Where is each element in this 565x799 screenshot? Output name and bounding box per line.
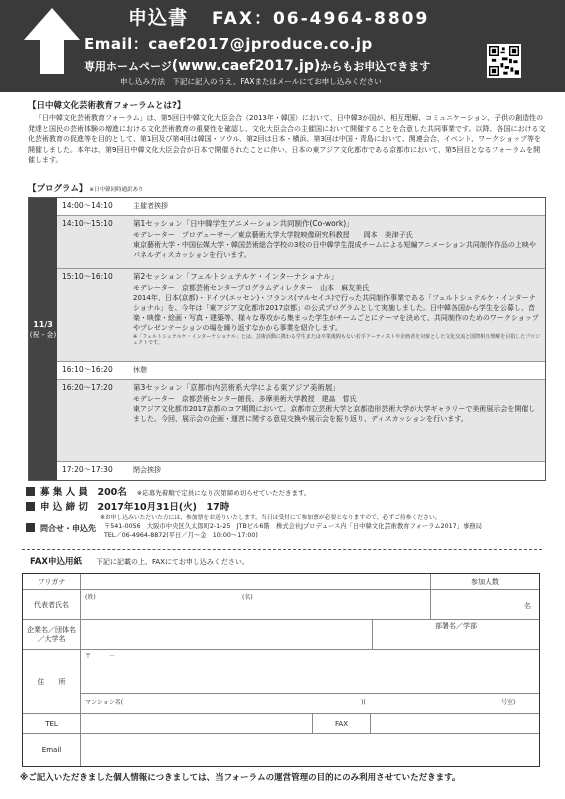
deadline-note: ※お申し込みいただいた方には、参加票をお送りいたします。当日は受付にて参加票が必要となりますので、必ずご持参ください。 xyxy=(100,515,441,521)
table-row: 14:10～15:10 第1セッション「日中韓学生アニメーション共同制作(Co-work)」 モデレーター プロデューサー／東京藝術大学大学院映像研究科教授 岡本 美津子氏 東京藝術大学・中国伝媒大学・韓国芸術総合学校の3校の日中韓学生混成チームによる短編アニメーション共同制作作品の上映やパネルディスカッションを行います。 xyxy=(57,216,545,269)
table-row: 16:20～17:20 第3セッション「京都市内芸術系大学による東アジア美術展」 モデレーター 京都芸術センター館長、多摩美術大学教授 建畠 晢氏 東アジア文化都市2017京都のコア期間において、京都市立芸術大学と京都造形芸術大学が大学ギャラリーで美術展示会を開催しました。今回、展示会の企画・運営に関する意見交換や展示会を振り返り、ディスカッションを行います。 xyxy=(57,380,545,462)
furigana-label: フリガナ xyxy=(23,574,81,590)
given-name-field[interactable]: (名) xyxy=(238,590,431,620)
address-field[interactable]: 〒 － xyxy=(81,650,539,694)
program-table xyxy=(28,197,546,481)
surname-field[interactable]: (姓) xyxy=(81,590,238,620)
program-date: 11/3 (祝・金) xyxy=(29,198,57,480)
participants-label: 参加人数 xyxy=(431,574,539,590)
up-arrow-icon xyxy=(22,6,82,76)
participants-field[interactable]: 名 xyxy=(431,590,539,620)
table-row: 14:00～14:10 主催者挨拶 xyxy=(57,198,545,216)
email-label: Email xyxy=(23,734,81,766)
mansion-field[interactable]: マンション名( )( 号室) xyxy=(81,694,539,714)
furigana-field[interactable] xyxy=(81,574,431,590)
address-label: 住 所 xyxy=(23,650,81,714)
department-label: 部署名／学部 xyxy=(373,620,539,632)
qr-code-icon[interactable] xyxy=(487,44,521,78)
about-body: 「日中韓文化芸術教育フォーラム」は、第5回日中韓文化大臣会合（2013年・韓国）において、日中韓3か国が、相互理解、コミュニケーション、子供の創造性の発達と国民の芸術体験の増進における文化芸術教育の重要性を確認し、文化大臣会合の主催国において開催することを合意した共同事業です。以降、各国における文化芸術教育の促進等を目的として、第1回及び第4回は韓国・ソウル、第2回は日本・横浜、第3回は中国・青島において、関連会合、イベント、ワークショップ等を開催しました。本年は、第9回日中韓文化大臣会合が日本で開催されたことに伴い、日本の東アジア文化都市である京都市において、第5回目となるフォーラムを開催します。 xyxy=(28,114,546,164)
square-bullet-icon xyxy=(26,487,35,496)
square-bullet-icon xyxy=(26,523,35,532)
fax-field[interactable] xyxy=(371,714,539,734)
fax-number: FAX：06-4964-8809 xyxy=(212,9,430,29)
homepage-link[interactable]: (www.caef2017.jp) xyxy=(171,58,321,74)
cut-line xyxy=(22,549,542,550)
header-banner xyxy=(0,0,565,92)
email-address[interactable]: Email：caef2017@jproduce.co.jp xyxy=(84,35,373,53)
contact-details: 〒541-0056 大阪市中央区久太郎町2-1-25 JTBビル6階 株式会社Jプロデュース内「日中韓文化芸術教育フォーラム2017」事務局 TEL／06-4964-8872(平日／月～金 10:00～17:00) xyxy=(104,523,482,540)
contact-line: 問合せ・申込先 xyxy=(26,523,96,535)
department-field[interactable] xyxy=(373,632,539,650)
square-bullet-icon xyxy=(26,502,35,511)
fax-label: FAX xyxy=(313,714,371,734)
table-row: 15:10～16:10 第2セッション「フェルトシュテルケ・インターナショナル」 モデレーター 京都芸術センタープログラムディレクター 山本 麻友美氏 2014年、日本(京都)・ドイツ(エッセン)・フランス(マルセイユ)で行った共同制作事業である「フェルトシュテルケ・インターナショナル」を、今年は「東アジア文化都市2017京都」の公式プログラムとして実施しました。日中韓各国から学生を公募し、音楽・映像・絵画・写真・建築等、様々な専攻から集まった学生がチームごとにテーマを決めて、共同制作のためのワークショップやプレゼンテーションの場を繰り返すなかから事業を紹介します。 ※「フェルトシュテルケ・インターナショナル」とは、芸術活動に携わる学生または卒業後間もない若手アーティストや企画者を対象とした文化交流と国際相互理解を目指したプロジェクトです。 xyxy=(57,269,545,362)
name-label: 代表者氏名 xyxy=(23,590,81,620)
company-label: 企業名／団体名 ／大学名 xyxy=(23,620,81,650)
form-title: 申込書 FAX：06-4964-8809 xyxy=(128,7,430,29)
recruit-line: 募 集 人 員 200名 ※応募先着順で定員になり次第締め切らせていただきます。 xyxy=(26,487,311,500)
email-field[interactable] xyxy=(81,734,539,766)
company-field[interactable] xyxy=(81,620,373,650)
table-row: 16:10～16:20 休憩 xyxy=(57,362,545,380)
homepage-line: 専用ホームページ(www.caef2017.jp)からもお申込できます xyxy=(84,58,431,74)
deadline-line: 申 込 締 切 2017年10月31日(火) 17時 xyxy=(26,502,229,515)
application-method: 申し込み方法 下記に記入のうえ、FAXまたはメールにてお申し込みください xyxy=(120,77,382,86)
fax-application-form xyxy=(22,573,540,767)
fax-form-heading: FAX申込用紙 下記に記載の上、FAXにてお申し込みください。 xyxy=(30,557,249,567)
table-row: 17:20～17:30 閉会挨拶 xyxy=(62,465,161,474)
tel-label: TEL xyxy=(23,714,81,734)
program-heading: 【プログラム】 ※日中韓同時通訳あり xyxy=(28,184,144,194)
privacy-notice: ※ご記入いただきました個人情報につきましては、当フォーラムの運営管理の目的にのみ利用させていただきます。 xyxy=(20,773,461,783)
tel-field[interactable] xyxy=(81,714,313,734)
about-heading: 【日中韓文化芸術教育フォーラムとは?】 xyxy=(28,101,186,111)
